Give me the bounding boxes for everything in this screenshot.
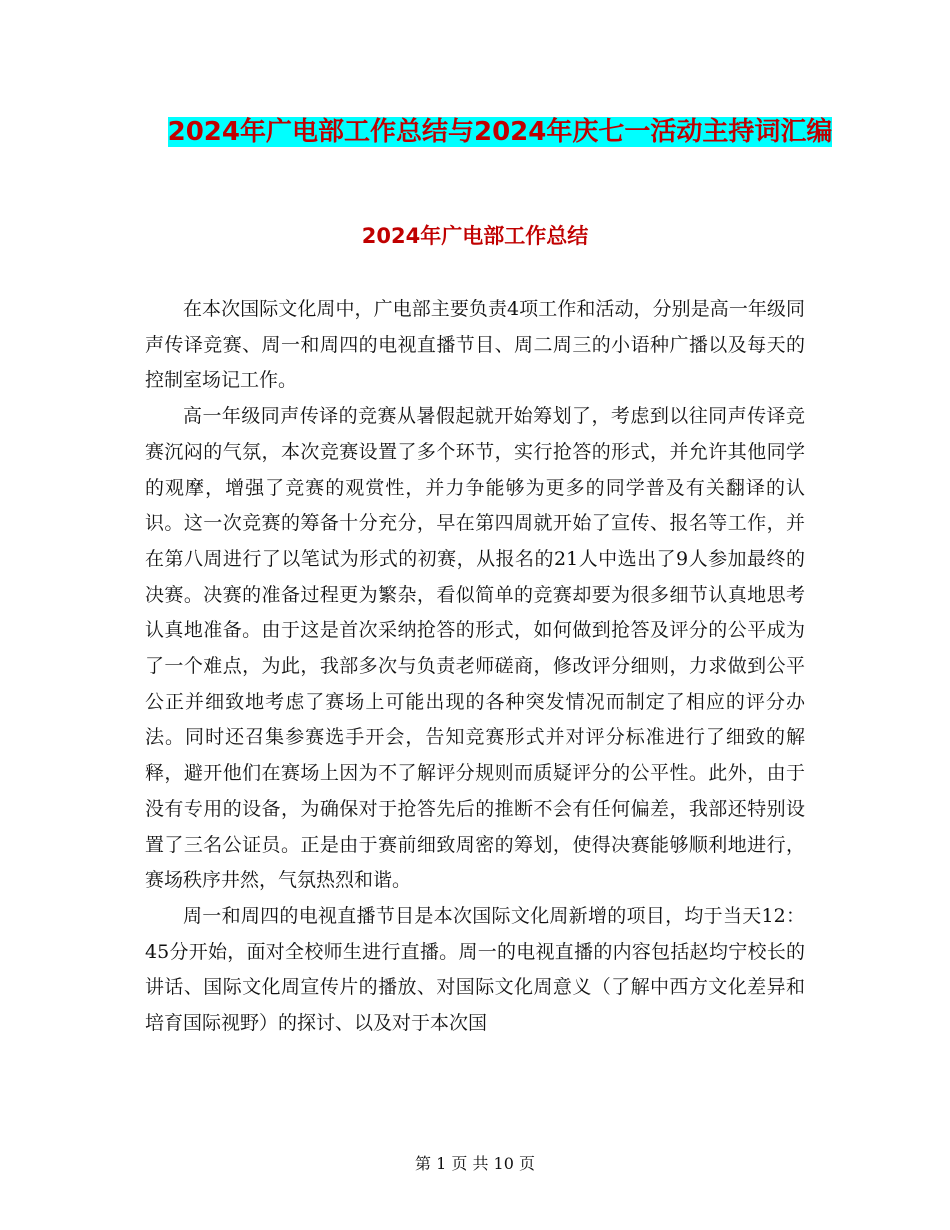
footer-page-total: 10	[493, 1154, 514, 1173]
footer-page-number: 1	[436, 1154, 447, 1173]
footer-page-middle: 页 共	[451, 1154, 489, 1173]
paragraph-2: 高一年级同声传译的竞赛从暑假起就开始筹划了，考虑到以往同声传译竞赛沉闷的气氛，本次竞赛设置了多个环节，实行抢答的形式，并允许其他同学的观摩，增强了竞赛的观赏性，并力争能够为更多的同学普及有关翻译的认识。这一次竞赛的筹备十分充分，早在第四周就开始了宣传、报名等工作，并在第八周进行了以笔试为形式的初赛，从报名的21人中选出了9人参加最终的决赛。决赛的准备过程更为繁杂，看似简单的竞赛却要为很多细节认真地思考认真地准备。由于这是首次采纳抢答的形式，如何做到抢答及评分的公平成为了一个难点，为此，我部多次与负责老师磋商，修改评分细则，力求做到公平公正并细致地考虑了赛场上可能出现的各种突发情况而制定了相应的评分办法。同时还召集参赛选手开会，告知竞赛形式并对评分标准进行了细致的解释，避开他们在赛场上因为不了解评分规则而质疑评分的公平性。此外，由于没有专用的设备，为确保对于抢答先后的推断不会有任何偏差，我部还特别设置了三名公证员。正是由于赛前细致周密的筹划，使得决赛能够顺利地进行，赛场秩序井然，气氛热烈和谐。	[145, 405, 805, 892]
footer-page-prefix: 第	[414, 1154, 431, 1173]
body-text	[145, 292, 805, 1042]
section-title: 2024年广电部工作总结	[361, 224, 589, 248]
main-title-text: 2024年广电部工作总结与2024年庆七一活动主持词汇编	[167, 117, 833, 147]
paragraph-3: 周一和周四的电视直播节目是本次国际文化周新增的项目，均于当天12：45分开始，面对全校师生进行直播。周一的电视直播的内容包括赵均宁校长的讲话、国际文化周宣传片的播放、对国际文化周意义（了解中西方文化差异和培育国际视野）的探讨、以及对于本次国	[145, 904, 805, 1035]
paragraph-1: 在本次国际文化周中，广电部主要负责4项工作和活动，分别是高一年级同声传译竞赛、周一和周四的电视直播节目、周二周三的小语种广播以及每天的控制室场记工作。	[145, 298, 805, 392]
main-title	[140, 110, 860, 154]
footer-page-suffix: 页	[519, 1154, 536, 1173]
page-footer	[0, 1152, 950, 1176]
